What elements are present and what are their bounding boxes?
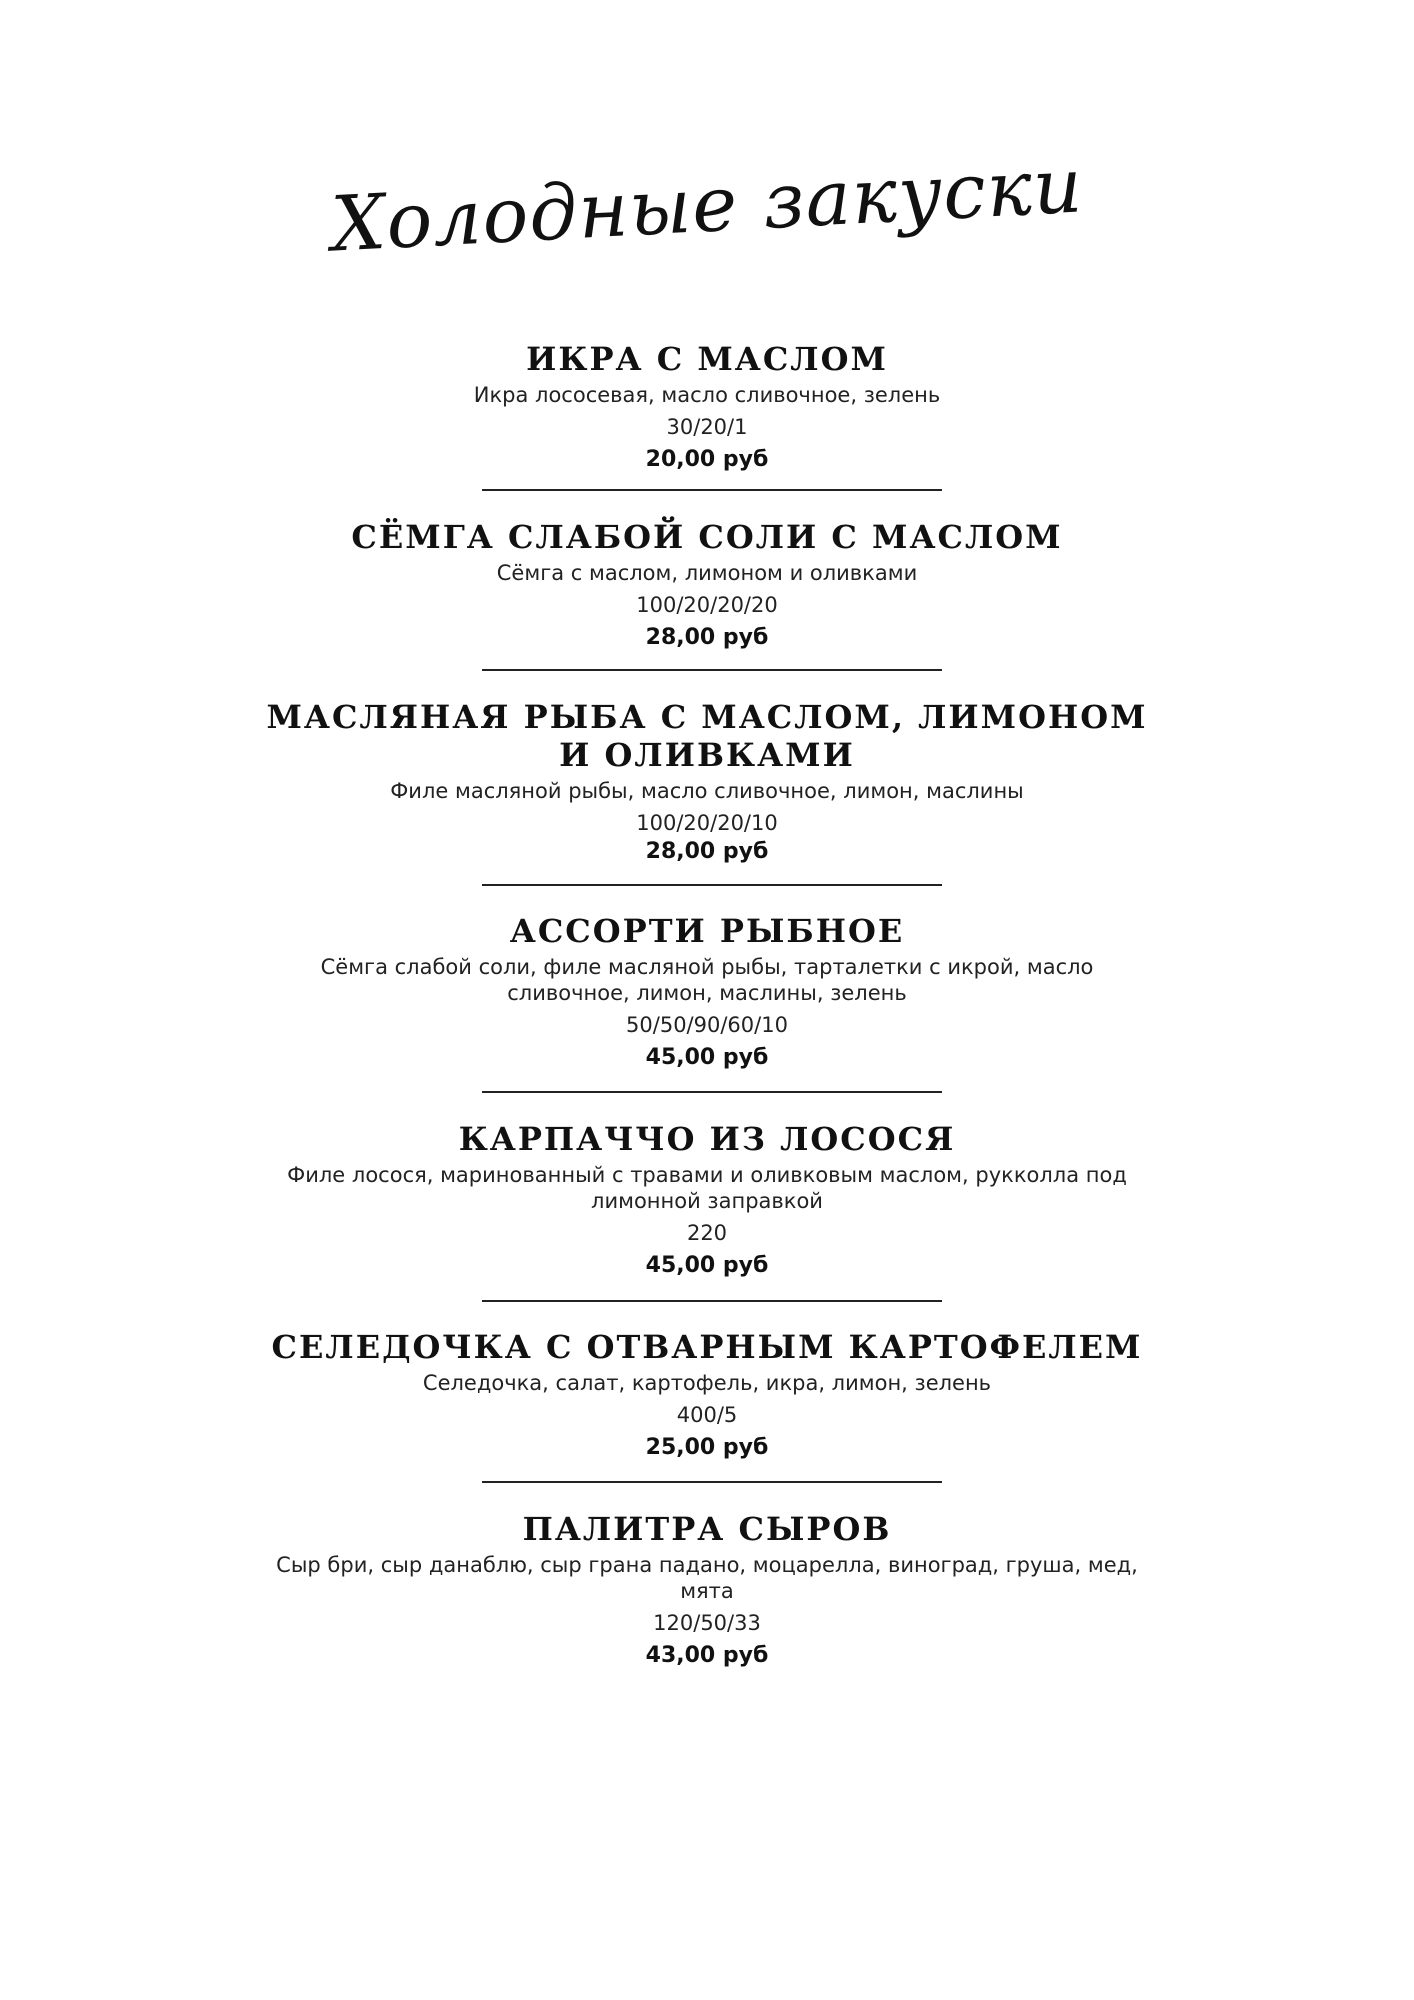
item-weight: 400/5 bbox=[676, 1403, 738, 1427]
menu-title: Холодные закуски bbox=[328, 140, 1086, 269]
item-name: СЁМГА СЛАБОЙ СОЛИ С МАСЛОМ bbox=[351, 518, 1063, 556]
item-divider bbox=[482, 1091, 942, 1093]
item-description: Селедочка, салат, картофель, икра, лимон, зелень bbox=[422, 1371, 992, 1395]
menu-item bbox=[257, 518, 1157, 652]
item-name: МАСЛЯНАЯ РЫБА С МАСЛОМ, ЛИМОНОМ И ОЛИВКАМИ bbox=[266, 698, 1148, 774]
item-weight: 50/50/90/60/10 bbox=[626, 1013, 788, 1037]
menu-item bbox=[257, 912, 1157, 1072]
item-divider bbox=[482, 669, 942, 671]
menu-item bbox=[257, 1120, 1157, 1280]
item-description: Сыр бри, сыр данаблю, сыр грана падано, моцарелла, виноград, груша, мед, мята bbox=[276, 1553, 1138, 1603]
item-weight: 220 bbox=[686, 1221, 728, 1245]
menu-item bbox=[257, 340, 1157, 474]
item-price: 45,00 руб bbox=[645, 1045, 769, 1070]
item-price: 25,00 руб bbox=[645, 1435, 769, 1460]
item-name: ИКРА С МАСЛОМ bbox=[526, 340, 888, 378]
item-weight: 30/20/1 bbox=[666, 415, 748, 439]
item-divider bbox=[482, 1481, 942, 1483]
item-price: 45,00 руб bbox=[645, 1253, 769, 1278]
item-weight: 100/20/20/20 bbox=[636, 593, 778, 617]
item-description: Филе лосося, маринованный с травами и оливковым маслом, рукколла под лимонной заправкой bbox=[287, 1163, 1127, 1213]
menu-item bbox=[257, 1510, 1157, 1670]
item-name: КАРПАЧЧО ИЗ ЛОСОСЯ bbox=[458, 1120, 956, 1158]
item-divider bbox=[482, 884, 942, 886]
item-divider bbox=[482, 1300, 942, 1302]
item-description: Сёмга с маслом, лимоном и оливками bbox=[496, 561, 918, 585]
item-price: 20,00 руб bbox=[645, 447, 769, 472]
item-weight: 120/50/33 bbox=[653, 1611, 761, 1635]
item-price: 43,00 руб bbox=[645, 1643, 769, 1668]
item-weight: 100/20/20/10 bbox=[636, 811, 778, 835]
item-name: АССОРТИ РЫБНОЕ bbox=[509, 912, 905, 950]
item-divider bbox=[482, 489, 942, 491]
menu-item bbox=[257, 698, 1157, 866]
item-description: Икра лососевая, масло сливочное, зелень bbox=[473, 383, 941, 407]
item-description: Филе масляной рыбы, масло сливочное, лимон, маслины bbox=[390, 779, 1024, 803]
menu-item bbox=[257, 1328, 1157, 1462]
item-description: Сёмга слабой соли, филе масляной рыбы, тарталетки с икрой, масло сливочное, лимон, маслины, зелень bbox=[320, 955, 1094, 1005]
item-price: 28,00 руб bbox=[645, 839, 769, 864]
item-name: СЕЛЕДОЧКА С ОТВАРНЫМ КАРТОФЕЛЕМ bbox=[271, 1328, 1143, 1366]
item-name: ПАЛИТРА СЫРОВ bbox=[522, 1510, 892, 1548]
item-price: 28,00 руб bbox=[645, 625, 769, 650]
